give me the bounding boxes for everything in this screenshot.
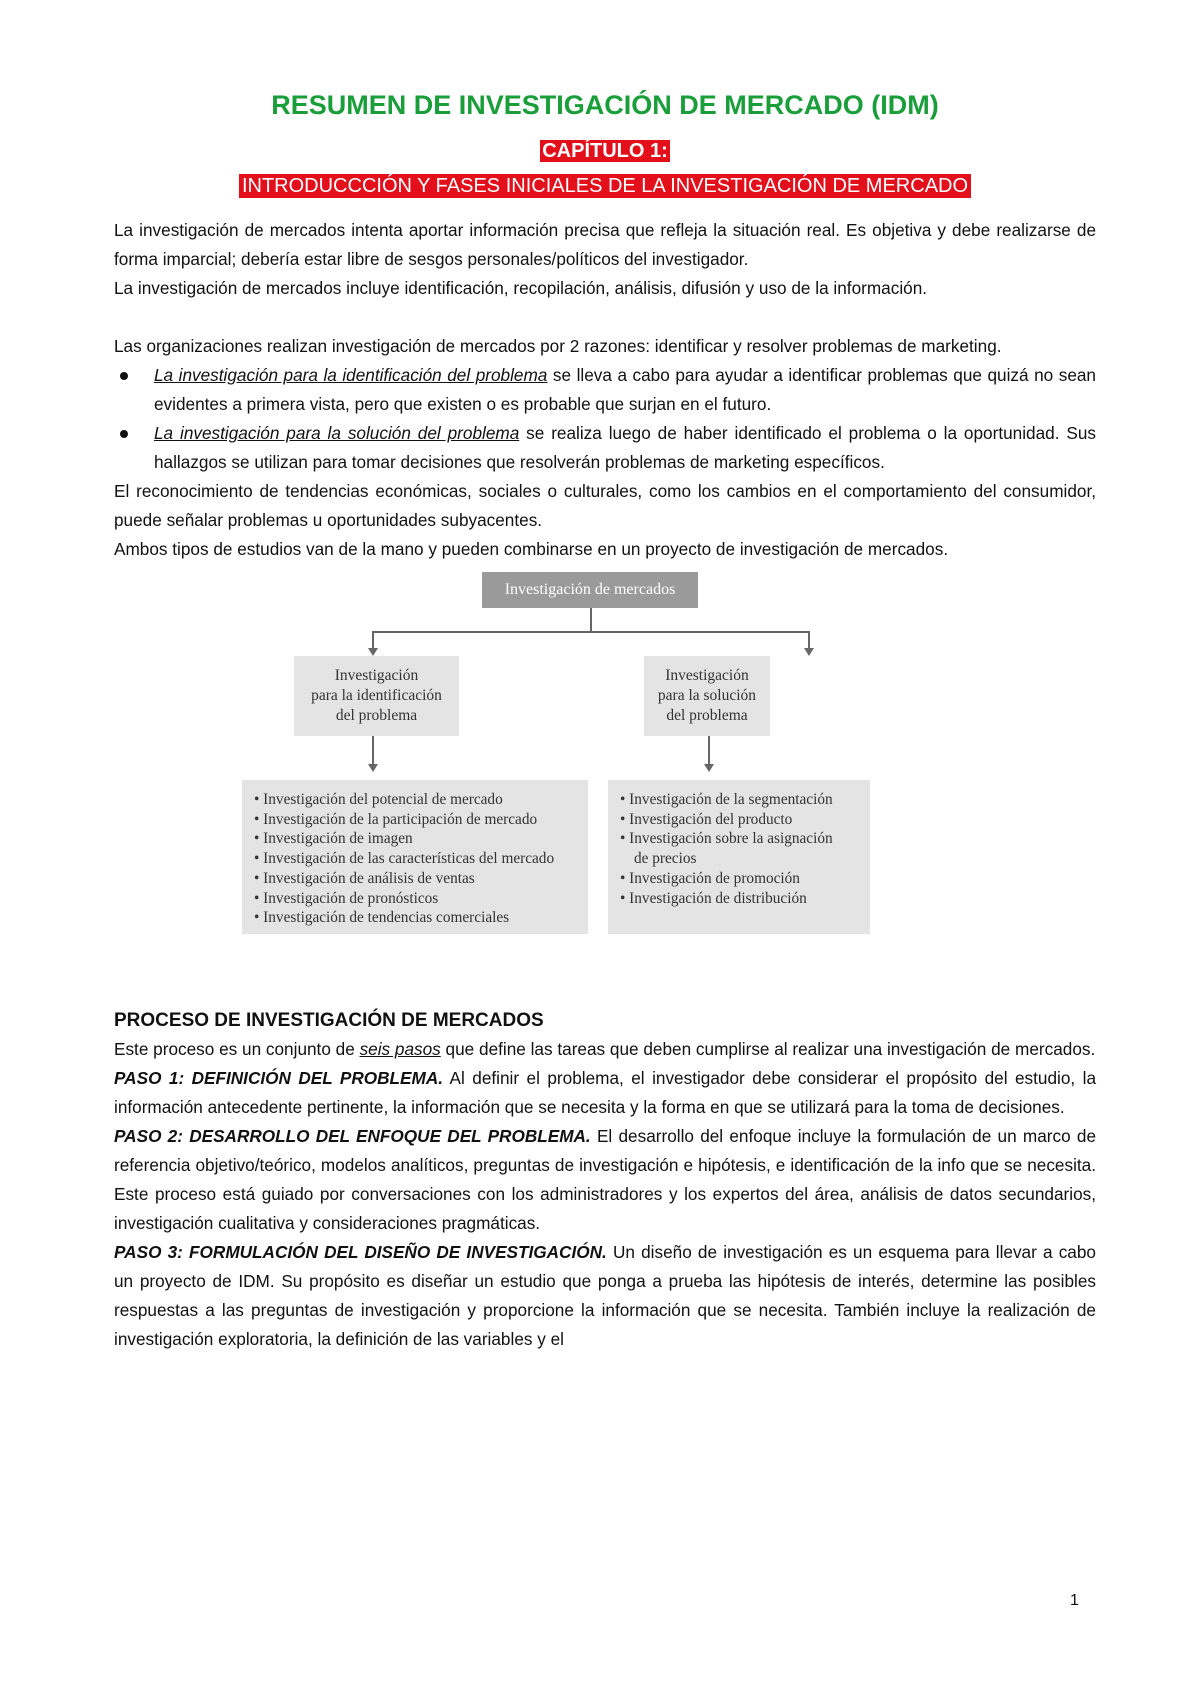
- intro-paragraph-5: Ambos tipos de estudios van de la mano y pueden combinarse en un proyecto de investigación de mercados.: [114, 539, 949, 559]
- process-heading: PROCESO DE INVESTIGACIÓN DE MERCADOS: [114, 1010, 544, 1031]
- chapter-subtitle-text: INTRODUCCCIÓN Y FASES INICIALES DE LA INVESTIGACIÓN DE MERCADO: [239, 174, 971, 198]
- box-line: Investigación: [334, 667, 419, 684]
- process-intro-a: Este proceso es un conjunto de: [114, 1039, 360, 1059]
- intro-paragraph-4: El reconocimiento de tendencias económicas, sociales o culturales, como los cambios en el comportamiento del consumidor, puede señalar problemas u oportunidades subyacentes.: [114, 481, 1096, 530]
- box-line: Investigación: [665, 667, 749, 684]
- continuation-prefix: de: [634, 850, 653, 868]
- intro-paragraph-2: La investigación de mercados incluye identificación, recopilación, análisis, difusión y uso de la información.: [114, 278, 928, 298]
- list-item: • Investigación de análisis de ventas: [254, 869, 475, 887]
- bullet-text: se realiza luego de haber identificado el problema o la oportunidad. Sus hallazgos se utilizan para tomar decisiones que resolverán problemas de marketing específicos.: [154, 423, 1096, 472]
- continuation-text: precios: [652, 850, 697, 868]
- bullet-icon: [120, 372, 128, 380]
- document-title: RESUMEN DE INVESTIGACIÓN DE MERCADO (IDM): [271, 90, 939, 120]
- list-item: • Investigación del producto: [620, 810, 793, 828]
- reasons-list: [114, 361, 1096, 477]
- diagram-root-box: Investigación de mercados: [482, 572, 698, 608]
- chapter-label: [114, 138, 1096, 166]
- diagram-identification-list: [242, 780, 588, 934]
- step-1-text: Al definir el problema, el investigador debe considerar el propósito del estudio, la información antecedente pertinente, la información que se necesita y la forma en que se utilizará para la toma de decisiones.: [114, 1068, 1096, 1117]
- list-item: • Investigación de la participación de mercado: [254, 810, 538, 828]
- market-research-diagram: [114, 572, 1096, 972]
- bullet-text: se lleva a cabo para ayudar a identificar problemas que quizá no sean evidentes a primera vista, pero que existen o es probable que surjan en el futuro.: [154, 365, 1096, 414]
- bullet-emphasis: La investigación para la identificación del problema: [154, 365, 548, 385]
- list-item: • Investigación de pronósticos: [254, 889, 439, 907]
- diagram-solution-list: [608, 780, 870, 934]
- step-3-label: PASO 3: FORMULACIÓN DEL DISEÑO DE INVESTIGACIÓN.: [114, 1242, 607, 1262]
- page-content: [114, 88, 1096, 1354]
- diagram-identification-box: [294, 656, 459, 736]
- process-intro-emphasis: seis pasos: [359, 1039, 441, 1059]
- box-line: para la identificación: [311, 687, 442, 704]
- list-item: • Investigación de tendencias comerciales: [254, 909, 510, 927]
- box-line: del problema: [666, 707, 748, 724]
- step-2-text: El desarrollo del enfoque incluye la formulación de un marco de referencia objetivo/teórico, modelos analíticos, preguntas de investigación e hipótesis, e identificación de la info que se necesita. Este proceso está guiado por conversaciones con los administradores y los expertos del área, análisis de datos secundarios, investigación cualitativa y consideraciones pragmáticas.: [114, 1126, 1096, 1233]
- list-item: • Investigación de promoción: [620, 869, 800, 887]
- list-item: • Investigación de imagen: [254, 830, 413, 848]
- step-1-label: PASO 1: DEFINICIÓN DEL PROBLEMA.: [114, 1068, 444, 1088]
- step-3: [114, 1238, 1096, 1354]
- process-intro-b: que define las tareas que deben cumplirse al realizar una investigación de mercados.: [440, 1039, 1096, 1059]
- list-item: • Investigación de distribución: [620, 889, 807, 907]
- step-2-label: PASO 2: DESARROLLO DEL ENFOQUE DEL PROBLEMA.: [114, 1126, 591, 1146]
- chapter-subtitle: [114, 172, 1096, 202]
- step-3-text: Un diseño de investigación es un esquema para llevar a cabo un proyecto de IDM. Su propósito es diseñar un estudio que ponga a prueba las hipótesis de interés, determine las posibles respuestas a las preguntas de investigación y proporcione la información que se necesita. También incluye la realización de investigación exploratoria, la definición de las variables y el: [114, 1242, 1096, 1349]
- step-2: [114, 1122, 1096, 1238]
- step-1: [114, 1064, 1096, 1122]
- page-number: 1: [1070, 1592, 1079, 1609]
- list-item: [154, 419, 1096, 477]
- box-line: del problema: [335, 707, 418, 724]
- list-item: • Investigación del potencial de mercado: [254, 791, 503, 808]
- list-item: • Investigación sobre la asignación: [620, 830, 833, 848]
- intro-paragraph-1: La investigación de mercados intenta aportar información precisa que refleja la situación real. Es objetiva y debe realizarse de forma imparcial; debería estar libre de sesgos personales/políticos del investigador.: [114, 220, 1096, 269]
- chapter-label-text: CAPÍTULO 1:: [542, 140, 668, 162]
- intro-paragraph-3: Las organizaciones realizan investigación de mercados por 2 razones: identificar y resolver problemas de marketing.: [114, 336, 1002, 356]
- diagram-solution-box: [644, 656, 770, 736]
- bullet-emphasis: La investigación para la solución del problema: [154, 423, 520, 443]
- list-item-continuation: [620, 849, 870, 869]
- process-intro: [114, 1035, 1096, 1064]
- list-item: • Investigación de la segmentación: [620, 791, 833, 808]
- list-item: [154, 361, 1096, 419]
- list-item: • Investigación de las características del mercado: [254, 850, 555, 868]
- bullet-icon: [120, 430, 128, 438]
- box-line: para la solución: [657, 687, 757, 704]
